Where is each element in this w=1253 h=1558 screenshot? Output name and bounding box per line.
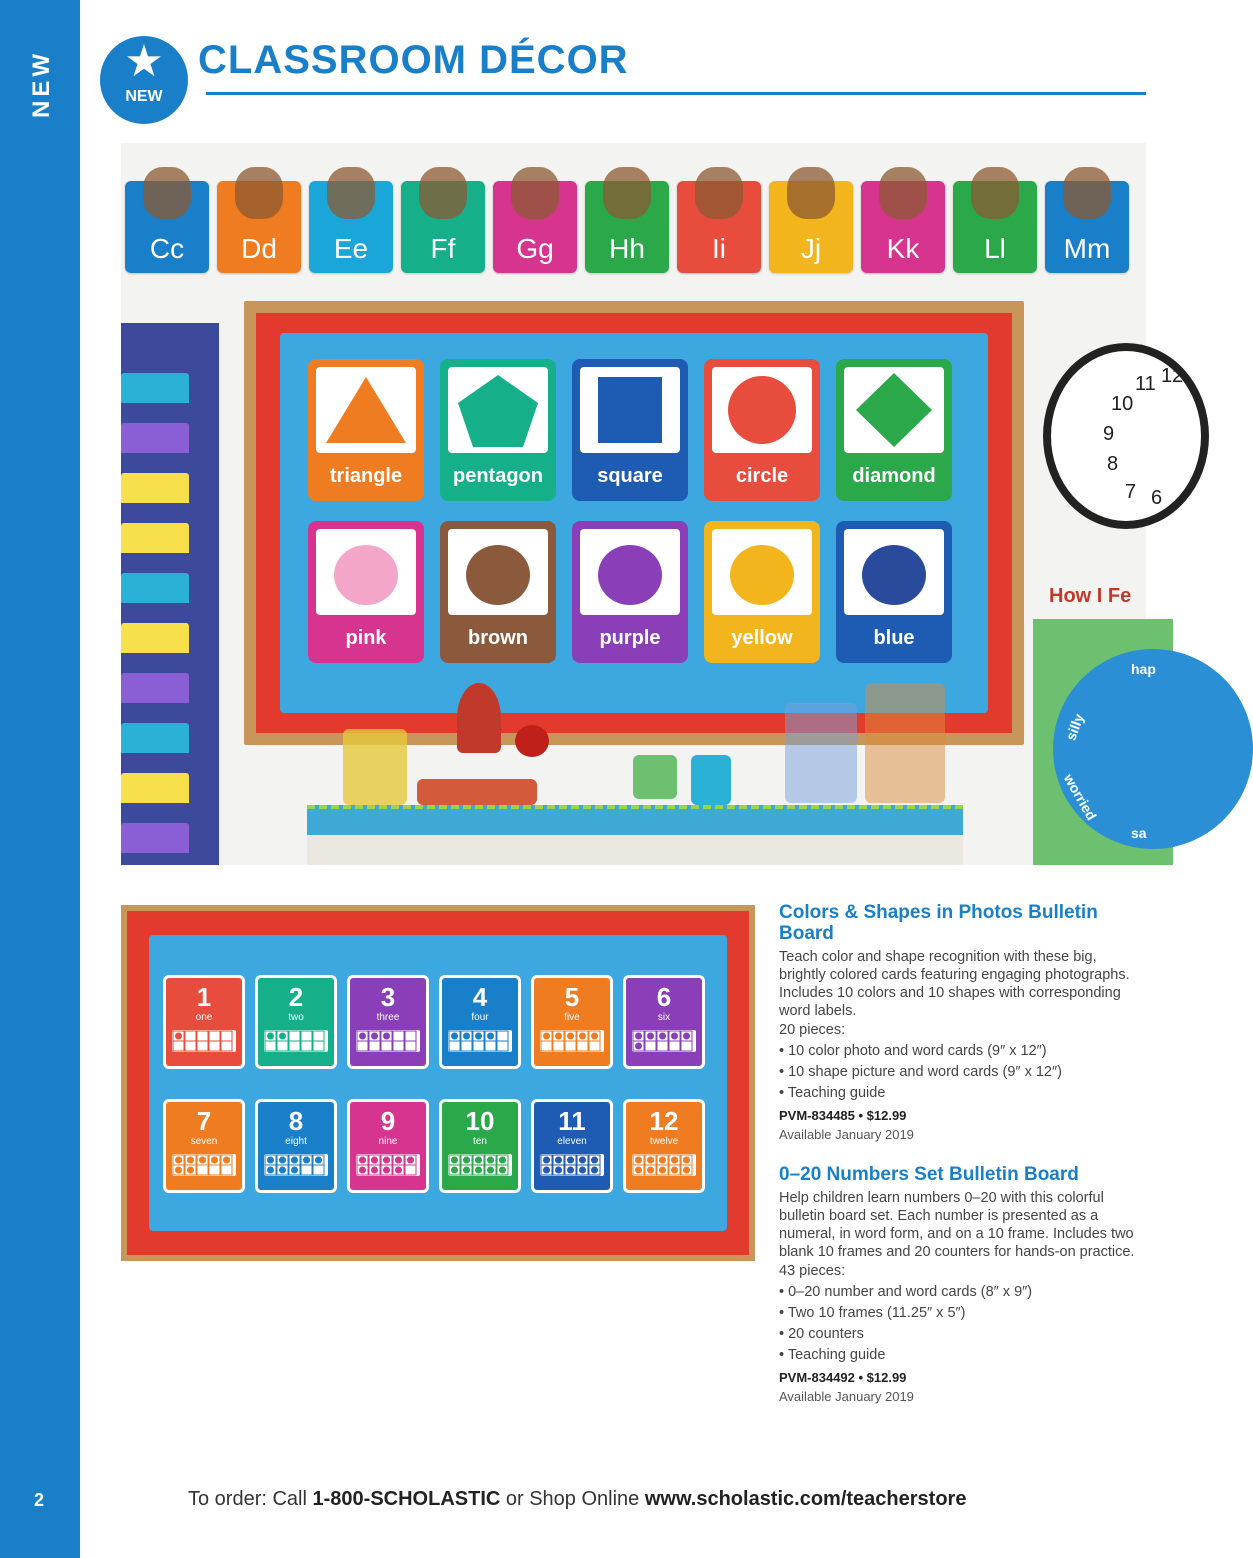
product-availability: Available January 2019 — [779, 1127, 914, 1142]
clock-numeral: 7 — [1125, 481, 1137, 503]
color-label: brown — [448, 621, 548, 655]
footer-prefix: To order: Call — [188, 1488, 313, 1510]
shape-card — [704, 359, 820, 501]
number-word: nine — [378, 1136, 398, 1147]
number-word: five — [564, 1012, 580, 1023]
pocket-folder — [121, 423, 189, 453]
color-card — [704, 521, 820, 663]
new-badge-label: NEW — [125, 88, 163, 105]
blocks-jar — [865, 683, 945, 803]
number-numeral: 4 — [472, 982, 488, 1012]
ten-frame — [540, 1030, 604, 1052]
color-label: blue — [844, 621, 944, 655]
number-word: four — [471, 1012, 489, 1023]
product-items — [779, 1282, 1139, 1366]
alphabet-card-photo — [143, 167, 191, 219]
color-photo — [580, 529, 680, 615]
number-word: six — [657, 1012, 671, 1023]
alphabet-card — [861, 181, 945, 273]
color-card — [572, 521, 688, 663]
shape-card — [572, 359, 688, 501]
number-card — [255, 975, 337, 1069]
book-stack — [417, 779, 537, 805]
alphabet-card — [309, 181, 393, 273]
shape-picture — [844, 367, 944, 453]
ten-frame — [448, 1030, 512, 1052]
alphabet-card-letters: Kk — [886, 233, 920, 264]
product-item: • 10 color photo and word cards (9″ x 12″) — [779, 1043, 1047, 1059]
product-colors-shapes — [779, 902, 1139, 1144]
alphabet-card-photo — [971, 167, 1019, 219]
alphabet-card-letters: Dd — [241, 233, 277, 264]
clock-face — [1043, 343, 1209, 529]
alphabet-card-letters: Ee — [333, 233, 369, 264]
color-label: purple — [580, 621, 680, 655]
clock-numeral: 12 — [1161, 365, 1184, 387]
alphabet-card-photo — [235, 167, 283, 219]
number-numeral: 11 — [558, 1106, 586, 1136]
shelf-top — [307, 805, 963, 839]
feelings-wheel — [1053, 649, 1253, 849]
product-item: • 20 counters — [779, 1326, 864, 1342]
shape-label: circle — [712, 459, 812, 493]
product-sku-price: PVM-834492 • $12.99 — [779, 1370, 907, 1385]
board-background — [280, 333, 988, 713]
new-badge — [100, 36, 188, 124]
footer-middle: or Shop Online — [500, 1488, 645, 1510]
product-list — [779, 902, 1139, 1426]
number-card — [439, 975, 521, 1069]
feeling-label: worried — [1060, 771, 1100, 823]
alphabet-card — [401, 181, 485, 273]
alphabet-card — [125, 181, 209, 273]
page-number: 2 — [34, 1490, 45, 1510]
clifford-figure — [457, 683, 501, 753]
clock-numeral: 11 — [1135, 373, 1156, 395]
shape-card — [836, 359, 952, 501]
shape-label: square — [580, 459, 680, 493]
number-card — [623, 975, 705, 1069]
alphabet-card-photo — [1063, 167, 1111, 219]
alphabet-card-letters: Jj — [800, 233, 822, 264]
product-pieces: 20 pieces: — [779, 1022, 846, 1038]
color-photo — [844, 529, 944, 615]
product-description: Help children learn numbers 0–20 with this colorful bulletin board set. Each number is presented as a numeral, in word form, and on a 10 frame. Includes two blank 10 frames and 20 counters for hands-on practice. — [779, 1190, 1135, 1260]
pocket-folder — [121, 373, 189, 403]
ten-frame — [356, 1154, 420, 1176]
product-item: • Teaching guide — [779, 1347, 886, 1363]
ten-frame — [172, 1030, 236, 1052]
number-card — [163, 975, 245, 1069]
apple — [515, 725, 549, 757]
shelf-cubbies — [307, 835, 963, 865]
feeling-label: sa — [1131, 825, 1147, 841]
pocket-folder — [121, 573, 189, 603]
classroom-photo — [121, 143, 1184, 865]
clock-numeral: 9 — [1103, 423, 1115, 445]
page-title: CLASSROOM DÉCOR — [198, 38, 629, 82]
alphabet-card-letters: Ll — [984, 233, 1006, 264]
alphabet-card-letters: Gg — [516, 233, 554, 264]
number-numeral: 9 — [380, 1106, 396, 1136]
product-item: • Two 10 frames (11.25″ x 5″) — [779, 1305, 966, 1321]
number-card — [255, 1099, 337, 1193]
alphabet-card-letters: Mm — [1063, 233, 1111, 264]
number-word: three — [376, 1012, 400, 1023]
product-title: Colors & Shapes in Photos Bulletin Board — [779, 902, 1098, 944]
number-numeral: 1 — [196, 982, 212, 1012]
ten-frame — [356, 1030, 420, 1052]
star-icon: ★ — [124, 37, 164, 86]
ten-frame — [264, 1154, 328, 1176]
alphabet-card-letters: Ii — [712, 233, 726, 264]
number-word: twelve — [649, 1136, 679, 1147]
clock-numeral: 6 — [1151, 487, 1163, 509]
alphabet-card-photo — [511, 167, 559, 219]
product-item: • Teaching guide — [779, 1085, 886, 1101]
ten-frame — [540, 1154, 604, 1176]
number-card — [623, 1099, 705, 1193]
order-footer — [188, 1488, 1148, 1511]
feelings-poster — [1033, 619, 1173, 865]
shape-picture — [448, 367, 548, 453]
color-card — [440, 521, 556, 663]
product-availability: Available January 2019 — [779, 1389, 914, 1404]
alphabet-card — [677, 181, 761, 273]
feelings-poster-title: How I Fe — [1049, 585, 1132, 607]
alphabet-card-letters: Ff — [430, 233, 456, 264]
shape-card — [440, 359, 556, 501]
phone-number[interactable]: 1-800-SCHOLASTIC — [312, 1488, 501, 1510]
number-numeral: 3 — [380, 982, 396, 1012]
shape-picture — [316, 367, 416, 453]
alphabet-card-letters: Cc — [149, 233, 185, 264]
counters-jar — [785, 703, 857, 803]
alphabet-strip — [121, 161, 1146, 281]
alphabet-card — [1045, 181, 1129, 273]
clock-numeral: 8 — [1107, 453, 1119, 475]
pocket-chart — [121, 323, 219, 865]
alphabet-card-letters: Hh — [609, 233, 645, 264]
number-word: eight — [285, 1136, 307, 1147]
pocket-folder — [121, 823, 189, 853]
product-item: • 0–20 number and word cards (8″ x 9″) — [779, 1284, 1033, 1300]
color-card — [308, 521, 424, 663]
feeling-label: hap — [1131, 661, 1156, 677]
number-numeral: 2 — [288, 982, 304, 1012]
color-label: yellow — [712, 621, 812, 655]
color-photo — [448, 529, 548, 615]
alphabet-card — [953, 181, 1037, 273]
number-card — [531, 975, 613, 1069]
number-numeral: 8 — [288, 1106, 304, 1136]
alphabet-card — [217, 181, 301, 273]
pocket-folder — [121, 523, 189, 553]
alphabet-card-photo — [419, 167, 467, 219]
feeling-label: silly — [1062, 711, 1087, 743]
alphabet-card — [585, 181, 669, 273]
number-numeral: 5 — [564, 982, 580, 1012]
product-numbers-set — [779, 1164, 1139, 1406]
number-numeral: 6 — [656, 982, 672, 1012]
number-card — [347, 1099, 429, 1193]
marker-bucket — [633, 755, 677, 799]
number-card — [531, 1099, 613, 1193]
shape-label: triangle — [316, 459, 416, 493]
ten-frame — [448, 1154, 512, 1176]
number-numeral: 7 — [196, 1106, 212, 1136]
shape-label: diamond — [844, 459, 944, 493]
number-word: one — [195, 1012, 213, 1023]
ten-frame — [632, 1030, 696, 1052]
pocket-folder — [121, 623, 189, 653]
alphabet-card — [769, 181, 853, 273]
clock-numeral: 10 — [1111, 393, 1134, 415]
pocket-folder — [121, 723, 189, 753]
shapes-bulletin-board — [244, 301, 1024, 745]
number-card — [439, 1099, 521, 1193]
product-item: • 10 shape picture and word cards (9″ x 12″) — [779, 1064, 1062, 1080]
number-card — [347, 975, 429, 1069]
number-numeral: 12 — [649, 1106, 679, 1136]
number-numeral: 10 — [465, 1106, 495, 1136]
shape-label: pentagon — [448, 459, 548, 493]
color-photo — [316, 529, 416, 615]
product-pieces: 43 pieces: — [779, 1263, 846, 1279]
shape-card — [308, 359, 424, 501]
product-sku-price: PVM-834485 • $12.99 — [779, 1108, 907, 1123]
alphabet-card — [493, 181, 577, 273]
pocket-folder — [121, 673, 189, 703]
shape-picture — [580, 367, 680, 453]
alphabet-card-photo — [695, 167, 743, 219]
ten-frame — [632, 1154, 696, 1176]
title-rule — [206, 92, 1146, 95]
alphabet-card-photo — [327, 167, 375, 219]
pocket-folder — [121, 473, 189, 503]
number-word: ten — [473, 1136, 487, 1147]
number-card — [163, 1099, 245, 1193]
number-word: two — [288, 1012, 304, 1023]
pencil-jar — [343, 729, 407, 805]
alphabet-card-photo — [879, 167, 927, 219]
color-photo — [712, 529, 812, 615]
shape-picture — [712, 367, 812, 453]
product-title: 0–20 Numbers Set Bulletin Board — [779, 1164, 1079, 1185]
marker-bucket — [691, 755, 731, 805]
side-new-tag: NEW — [28, 50, 55, 118]
product-description: Teach color and shape recognition with these big, brightly colored cards featuring engaging photographs. Includes 10 colors and 10 shapes with corresponding word labels. — [779, 949, 1130, 1019]
alphabet-card-photo — [603, 167, 651, 219]
color-card — [836, 521, 952, 663]
board-background — [149, 935, 727, 1231]
ten-frame — [172, 1154, 236, 1176]
number-word: seven — [190, 1136, 218, 1147]
ten-frame — [264, 1030, 328, 1052]
number-word: eleven — [557, 1136, 587, 1147]
alphabet-card-photo — [787, 167, 835, 219]
pocket-folder — [121, 773, 189, 803]
side-band — [0, 0, 80, 1558]
store-url-link[interactable]: www.scholastic.com/teacherstore — [644, 1488, 967, 1510]
product-items — [779, 1041, 1139, 1104]
color-label: pink — [316, 621, 416, 655]
wall-clock — [1043, 343, 1184, 513]
numbers-bulletin-board-photo — [121, 905, 755, 1261]
